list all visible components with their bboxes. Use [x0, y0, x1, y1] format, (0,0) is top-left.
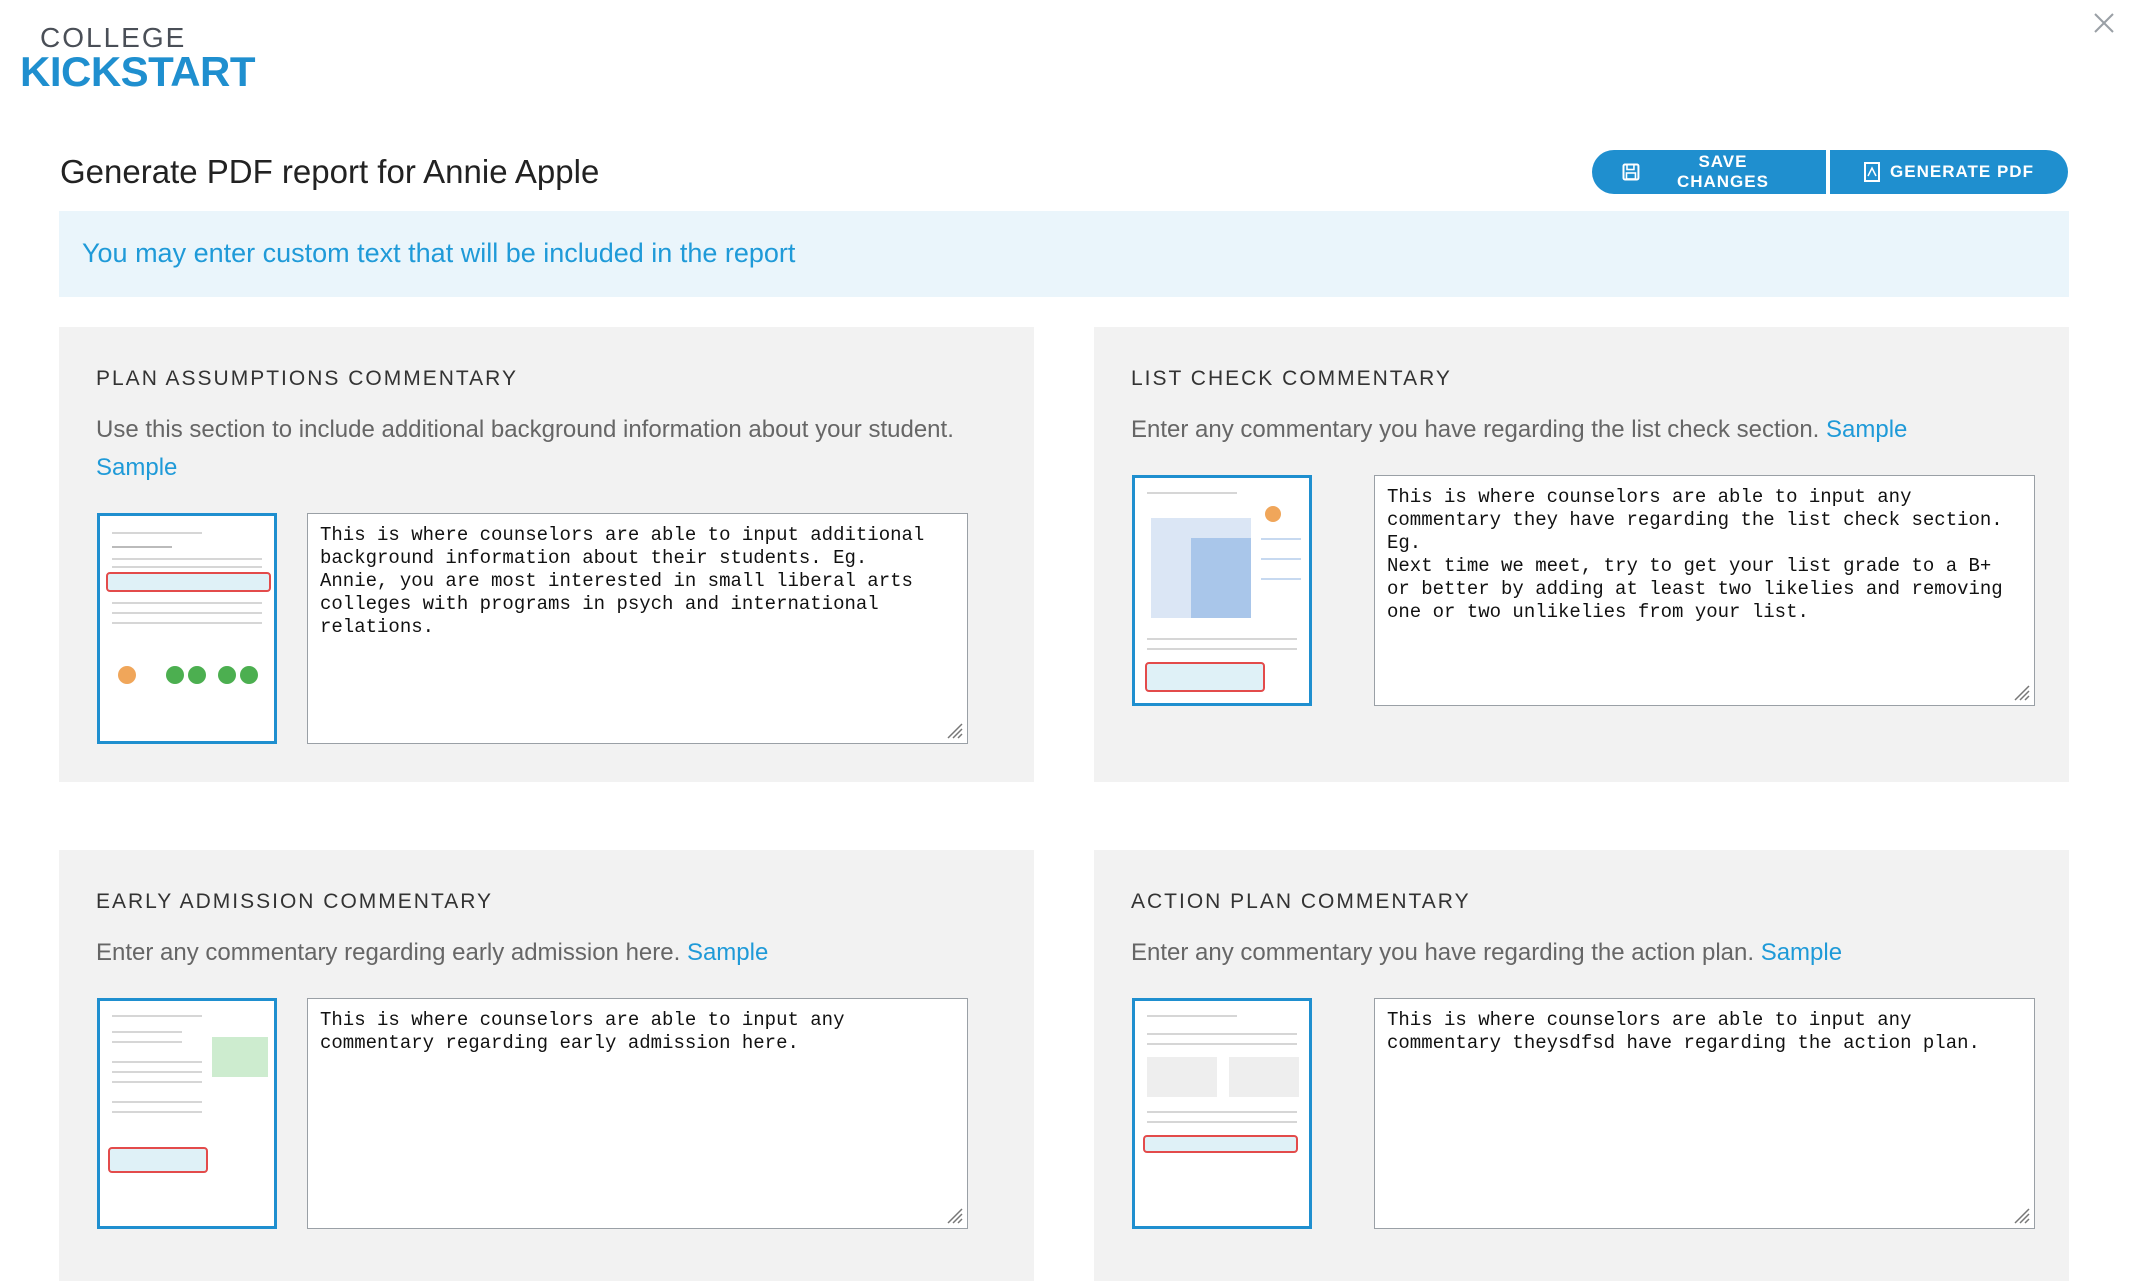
plan-assumptions-input[interactable]: [308, 514, 967, 743]
sample-thumbnail[interactable]: [97, 513, 277, 744]
list-check-input[interactable]: [1375, 476, 2034, 705]
sample-link[interactable]: Sample: [1826, 416, 1908, 443]
page-title: Generate PDF report for Annie Apple: [60, 153, 600, 190]
section-title: LIST CHECK COMMENTARY: [1131, 367, 1452, 390]
list-check-textarea-box: [1374, 475, 2035, 706]
action-plan-input[interactable]: [1375, 999, 2034, 1228]
resize-grip-icon[interactable]: [942, 1203, 964, 1225]
section-title: ACTION PLAN COMMENTARY: [1131, 890, 1471, 913]
close-icon[interactable]: [2091, 10, 2117, 36]
section-description: Enter any commentary you have regarding the list check section. Sample: [1131, 416, 1908, 443]
sample-link[interactable]: Sample: [686, 939, 769, 966]
section-description: Enter any commentary you have regarding the action plan. Sample: [1131, 939, 1843, 966]
resize-grip-icon[interactable]: [942, 718, 964, 740]
list-check-panel: [1094, 327, 2069, 782]
save-icon: [1622, 163, 1640, 181]
resize-grip-icon[interactable]: [2009, 680, 2031, 702]
section-title: EARLY ADMISSION COMMENTARY: [96, 890, 494, 913]
save-changes-button[interactable]: [1592, 150, 1826, 194]
generate-pdf-button[interactable]: [1830, 150, 2068, 194]
early-admission-input[interactable]: [308, 999, 967, 1228]
action-plan-panel: [1094, 850, 2069, 1281]
logo-line1: COLLEGE: [40, 22, 187, 53]
pdf-icon: [1864, 162, 1880, 182]
info-banner: [59, 211, 2069, 297]
sample-thumbnail[interactable]: [97, 998, 277, 1229]
logo-line2: KICKSTART: [20, 48, 256, 95]
sample-link[interactable]: Sample: [96, 454, 178, 481]
action-buttons: [1592, 150, 2068, 194]
sample-thumbnail[interactable]: [1132, 475, 1312, 706]
sample-link[interactable]: Sample: [1760, 939, 1843, 966]
early-admission-panel: [59, 850, 1034, 1281]
section-description: Use this section to include additional background information about your student. Sample: [96, 416, 954, 481]
info-text: You may enter custom text that will be included in the report: [82, 238, 796, 268]
college-kickstart-logo: [20, 22, 260, 100]
early-admission-textarea-box: [307, 998, 968, 1229]
generate-pdf-label: GENERATE PDF: [1890, 162, 2034, 181]
section-description: Enter any commentary regarding early admission here. Sample: [96, 939, 769, 966]
sample-thumbnail[interactable]: [1132, 998, 1312, 1229]
resize-grip-icon[interactable]: [2009, 1203, 2031, 1225]
action-plan-textarea-box: [1374, 998, 2035, 1229]
save-changes-label: SAVE CHANGES: [1676, 152, 1769, 191]
plan-assumptions-textarea-box: [307, 513, 968, 744]
section-title: PLAN ASSUMPTIONS COMMENTARY: [96, 367, 518, 390]
plan-assumptions-panel: [59, 327, 1034, 782]
